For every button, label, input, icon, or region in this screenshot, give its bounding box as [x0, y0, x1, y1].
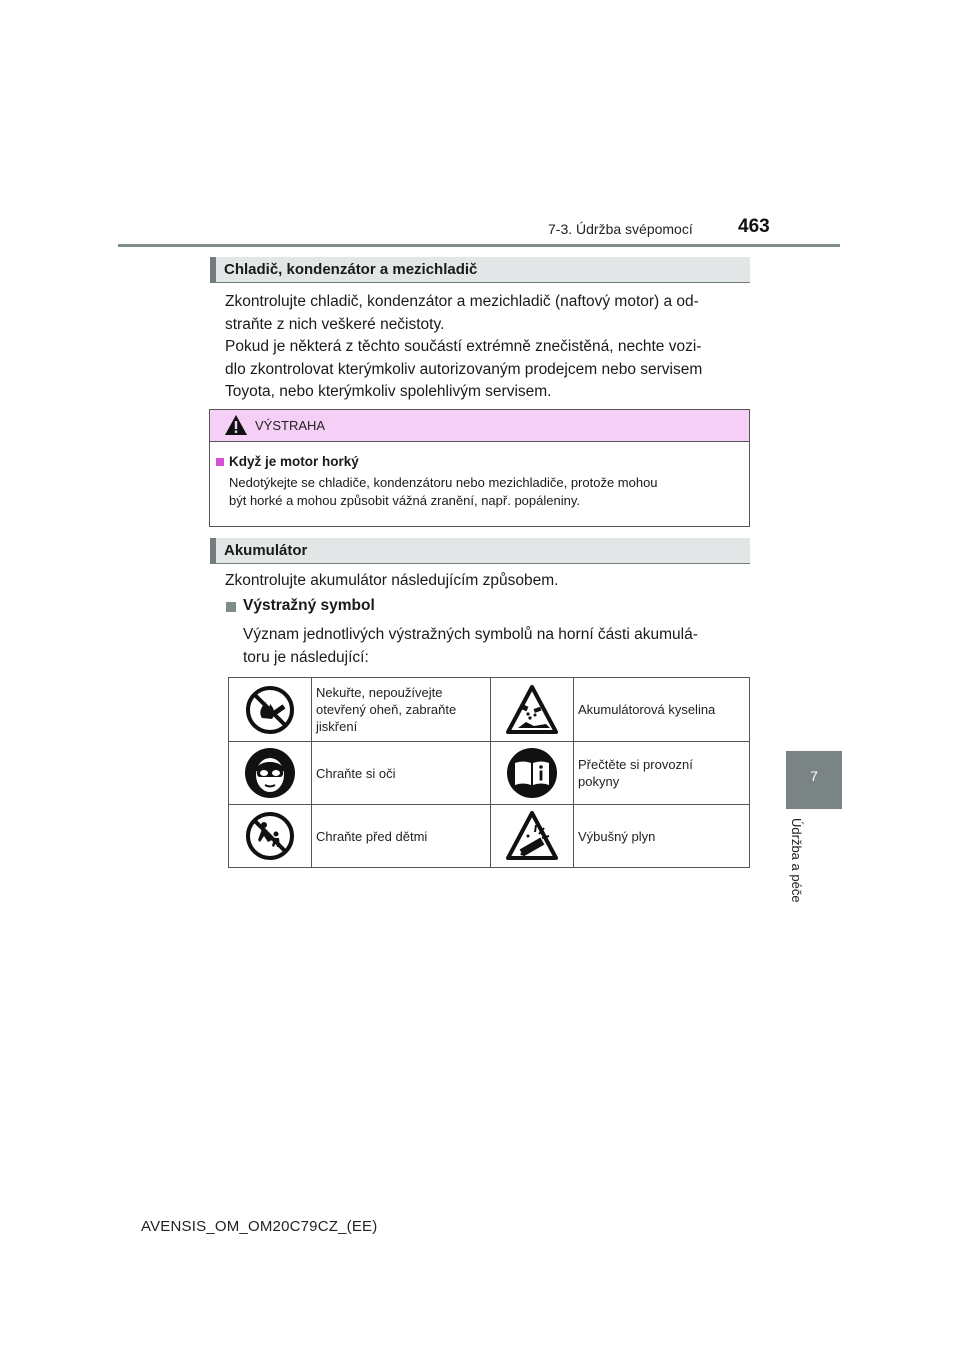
- symbol-description: [312, 742, 491, 805]
- text-line: Nekuřte, nepoužívejte: [316, 685, 443, 700]
- battery-acid-icon: [506, 684, 558, 736]
- document-code: AVENSIS_OM_OM20C79CZ_(EE): [141, 1218, 378, 1235]
- text-line: dlo zkontrolovat kterýmkoliv autorizovaným prodejcem nebo servisem: [225, 360, 703, 378]
- warning-triangle-icon: [224, 414, 248, 436]
- text-line: Chraňte si oči: [316, 765, 396, 781]
- symbol-description: [312, 678, 491, 742]
- eye-protection-icon: [244, 747, 296, 799]
- text-line: být horké a mohou způsobit vážná zranění, např. popáleniny.: [229, 493, 580, 508]
- text-line: Zkontrolujte chladič, kondenzátor a mezichladič (naftový motor) a od-: [225, 293, 699, 310]
- chapter-label: Údržba a péče: [789, 818, 804, 903]
- symbol-description: [574, 742, 750, 805]
- section-heading-battery: [210, 538, 750, 564]
- text-line: Pokud je některá z těchto součástí extrémně znečistěná, nechte vozi-: [225, 338, 702, 355]
- icon-cell: [491, 805, 574, 868]
- text-line: toru je následující:: [243, 648, 369, 666]
- radiator-paragraph: [225, 291, 750, 404]
- text-line: otevřený oheň, zabraňte: [316, 702, 457, 717]
- section-heading-text: Akumulátor: [224, 542, 308, 559]
- text-line: Výbušný plyn: [578, 828, 656, 844]
- icon-cell: [229, 678, 312, 742]
- warning-box: [209, 409, 750, 527]
- warning-body: [229, 474, 739, 510]
- bullet-paragraph: [243, 624, 750, 669]
- text-line: Akumulátorová kyselina: [578, 702, 716, 717]
- text-line: straňte z nich veškeré nečistoty.: [225, 315, 445, 333]
- table-row: [229, 742, 750, 805]
- explosive-gas-icon: [506, 810, 558, 862]
- text-line: Chraňte před dětmi: [316, 828, 428, 844]
- no-fire-icon: [244, 684, 296, 736]
- bullet-heading: Výstražný symbol: [243, 597, 375, 614]
- icon-cell: [229, 805, 312, 868]
- header-divider: [118, 244, 840, 247]
- symbol-description: [574, 678, 750, 742]
- symbol-description: [574, 805, 750, 868]
- keep-children-away-icon: [244, 810, 296, 862]
- page-number: 463: [738, 216, 770, 237]
- warning-header: [210, 410, 749, 442]
- table-row: [229, 678, 750, 742]
- section-title: 7-3. Údržba svépomocí: [548, 221, 693, 237]
- read-manual-icon: [506, 747, 558, 799]
- chapter-number: 7: [810, 768, 818, 784]
- warning-subheading: Když je motor horký: [229, 454, 359, 469]
- bullet-square-icon: [216, 458, 224, 466]
- icon-cell: [491, 678, 574, 742]
- icon-cell: [229, 742, 312, 805]
- text-line: Význam jednotlivých výstražných symbolů na horní části akumulá-: [243, 626, 698, 643]
- text-line: Nedotýkejte se chladiče, kondenzátoru nebo mezichladiče, protože mohou: [229, 475, 658, 490]
- section-heading-radiator: [210, 257, 750, 283]
- battery-symbols-table: [228, 677, 750, 868]
- section-heading-text: Chladič, kondenzátor a mezichladič: [224, 261, 478, 278]
- bullet-square-icon: [226, 602, 236, 612]
- symbol-description: [312, 805, 491, 868]
- text-line: Toyota, nebo kterýmkoliv spolehlivým servisem.: [225, 383, 552, 400]
- warning-title: VÝSTRAHA: [255, 418, 326, 433]
- text-line: Přečtěte si provozní: [578, 757, 693, 772]
- icon-cell: [491, 742, 574, 805]
- text-line: jiskření: [316, 719, 358, 734]
- table-row: [229, 805, 750, 868]
- battery-intro: Zkontrolujte akumulátor následujícím způsobem.: [225, 572, 559, 589]
- text-line: pokyny: [578, 774, 620, 789]
